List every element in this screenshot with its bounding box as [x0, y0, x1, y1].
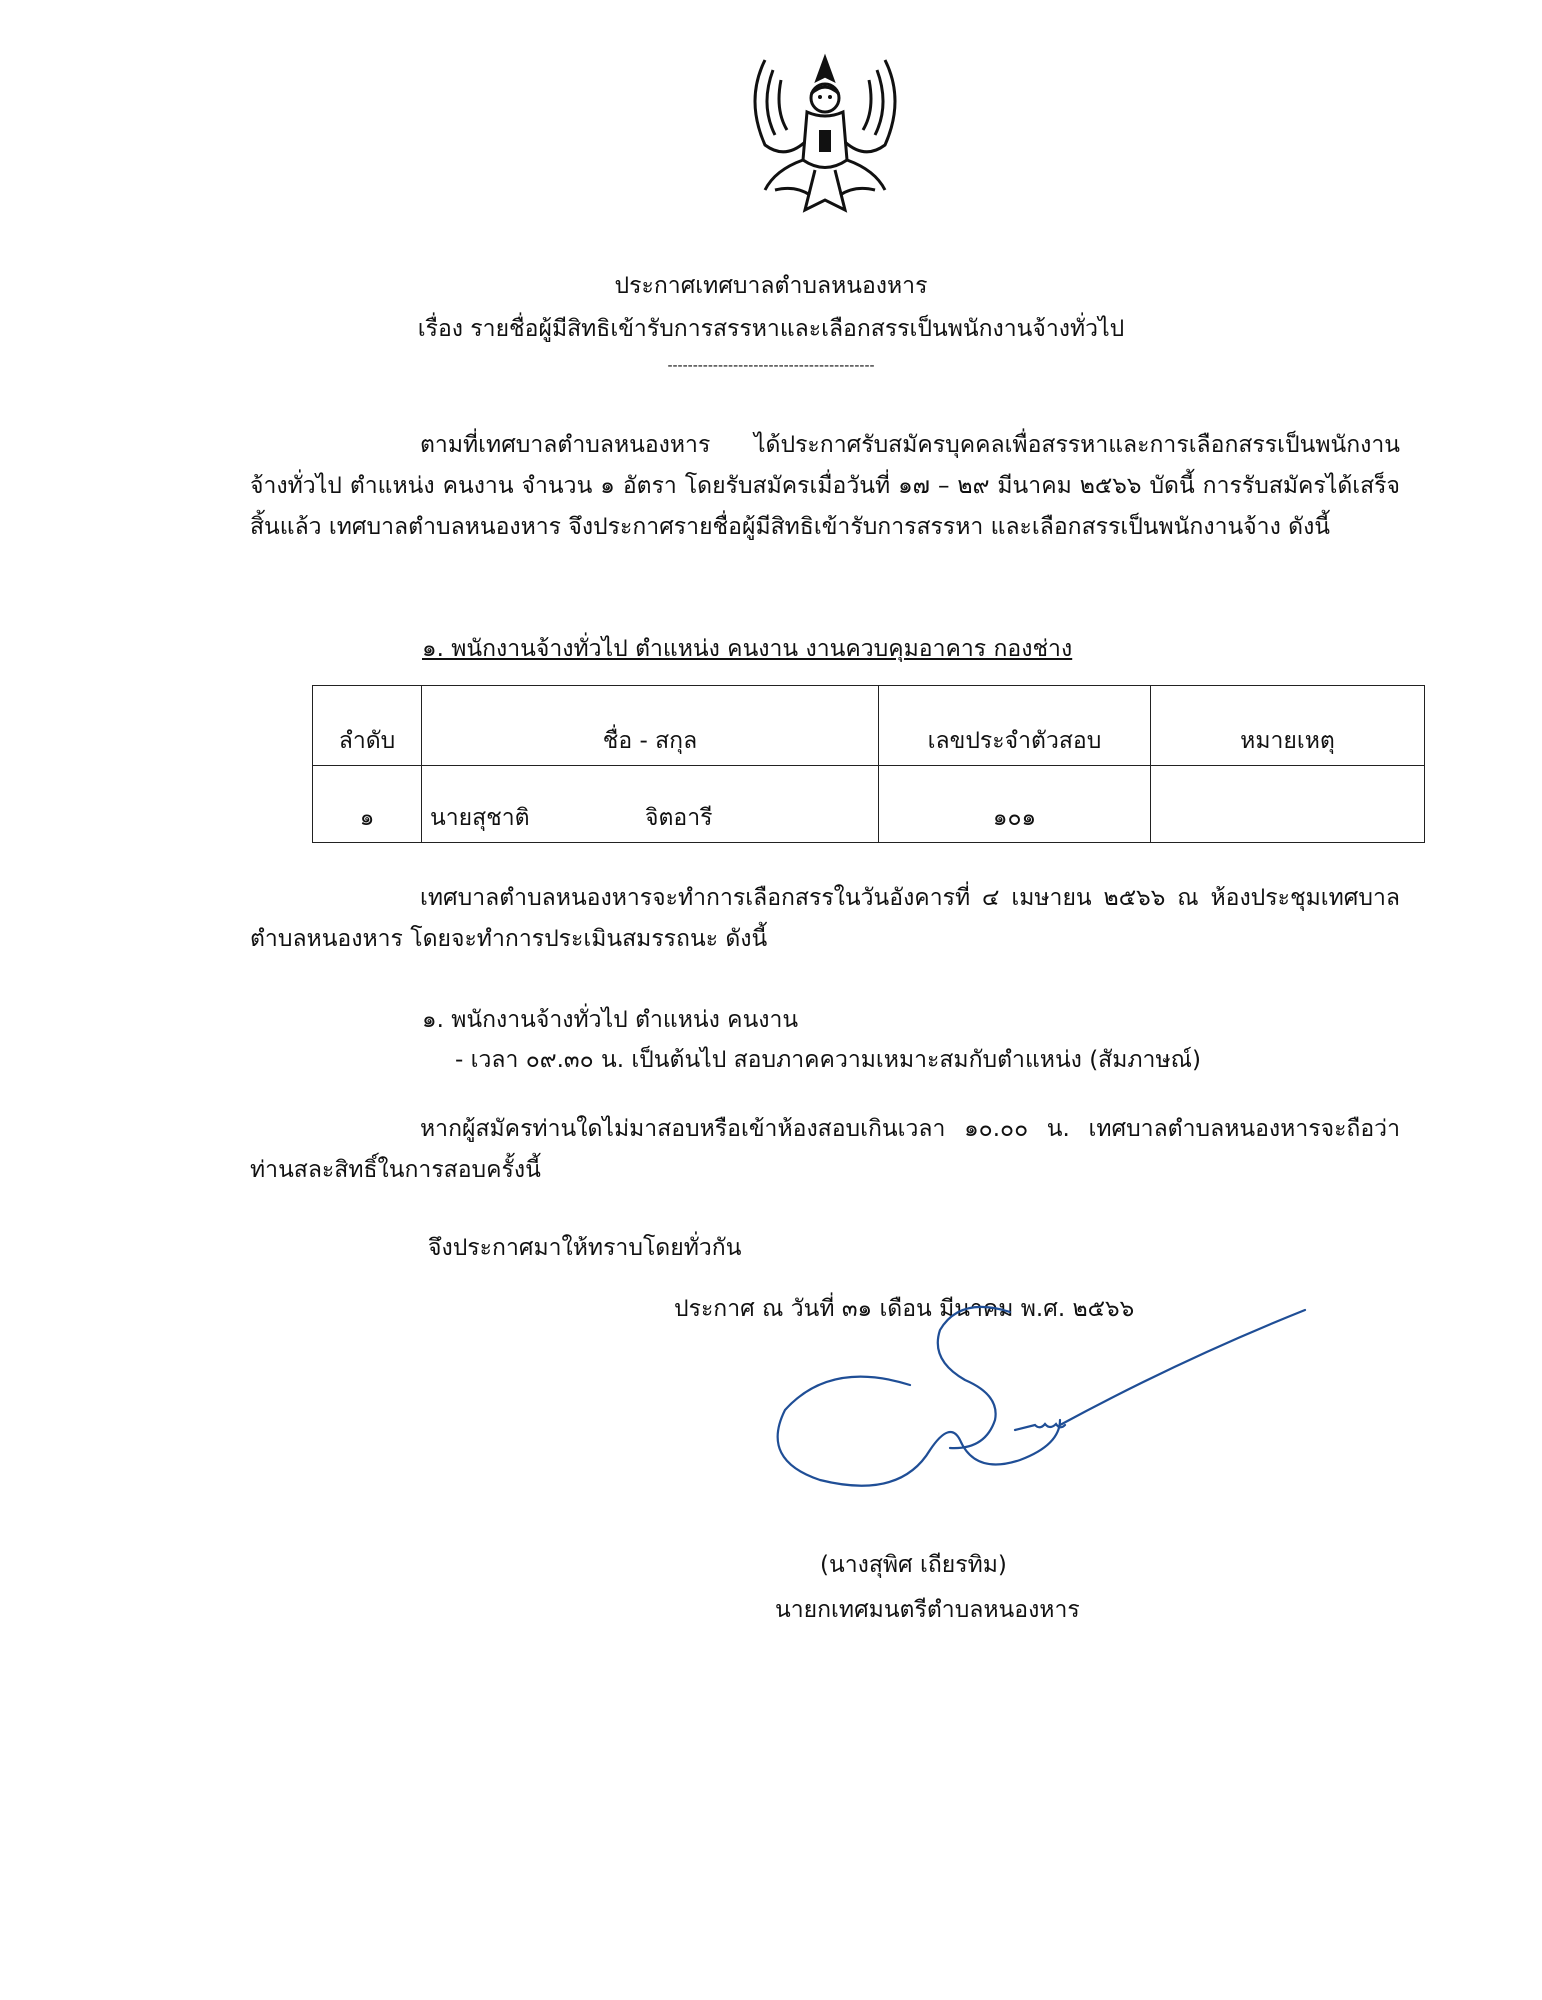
column-header-exam-id: เลขประจำตัวสอบ: [879, 686, 1151, 766]
announce-date: ประกาศ ณ วันที่ ๓๑ เดือน มีนาคม พ.ศ. ๒๕๖๖: [674, 1296, 1135, 1322]
intro-paragraph: [250, 425, 1400, 548]
section1-heading: ๑. พนักงานจ้างทั่วไป ตำแหน่ง คนงาน งานควบคุมอาคาร กองช่าง: [422, 636, 1073, 662]
column-header-note: หมายเหตุ: [1151, 686, 1425, 766]
table-row: [313, 766, 1425, 843]
garuda-emblem-icon: [735, 50, 915, 225]
cell-note: [1151, 766, 1425, 843]
column-header-no: ลำดับ: [313, 686, 422, 766]
announcement-subject: เรื่อง รายชื่อผู้มีสิทธิเข้ารับการสรรหาและเลือกสรรเป็นพนักงานจ้างทั่วไป: [417, 316, 1125, 342]
signer-name: (นางสุพิศ เถียรทิม): [820, 1552, 1007, 1578]
selection-paragraph: [250, 878, 1400, 960]
selection-paragraph-text: เทศบาลตำบลหนองหารจะทำการเลือกสรรในวันอังคารที่ ๔ เมษายน ๒๕๖๖ ณ ห้องประชุมเทศบาลตำบลหนองหาร โดยจะทำการประเมินสมรรถนะ ดังนี้: [250, 885, 1400, 952]
title-divider: -----------------------------------------: [667, 358, 875, 374]
cell-first-name: นายสุชาติ: [430, 805, 530, 831]
candidate-table: [312, 685, 1425, 843]
table-header-row: [313, 686, 1425, 766]
absence-paragraph: [250, 1109, 1400, 1191]
handwritten-signature: [760, 1300, 1320, 1500]
signer-position: นายกเทศมนตรีตำบลหนองหาร: [775, 1597, 1080, 1623]
closing-line: จึงประกาศมาให้ทราบโดยทั่วกัน: [428, 1235, 742, 1261]
cell-name: [422, 766, 879, 843]
column-header-name: ชื่อ - สกุล: [422, 686, 879, 766]
intro-paragraph-text: ตามที่เทศบาลตำบลหนองหาร ได้ประกาศรับสมัครบุคคลเพื่อสรรหาและการเลือกสรรเป็นพนักงานจ้างทั่วไป ตำแหน่ง คนงาน จำนวน ๑ อัตรา โดยรับสมัครเมื่อวันที่ ๑๗ – ๒๙ มีนาคม ๒๕๖๖ บัดนี้ การรับสมัครได้เสร็จสิ้นแล้ว เทศบาลตำบลหนองหาร จึงประกาศรายชื่อผู้มีสิทธิเข้ารับการสรรหา และเลือกสรรเป็นพนักงานจ้าง ดังนี้: [250, 432, 1400, 540]
section2-heading: ๑. พนักงานจ้างทั่วไป ตำแหน่ง คนงาน: [422, 1007, 799, 1033]
announcement-title: ประกาศเทศบาลตำบลหนองหาร: [614, 273, 928, 299]
cell-exam-id: ๑๐๑: [879, 766, 1151, 843]
cell-no: ๑: [313, 766, 422, 843]
cell-last-name: จิตอารี: [645, 805, 713, 831]
schedule-item: - เวลา ๐๙.๓๐ น. เป็นต้นไป สอบภาคความเหมาะสมกับตำแหน่ง (สัมภาษณ์): [455, 1047, 1201, 1073]
absence-paragraph-text: หากผู้สมัครท่านใดไม่มาสอบหรือเข้าห้องสอบเกินเวลา ๑๐.๐๐ น. เทศบาลตำบลหนองหารจะถือว่าท่านสละสิทธิ์ในการสอบครั้งนี้: [250, 1116, 1400, 1183]
